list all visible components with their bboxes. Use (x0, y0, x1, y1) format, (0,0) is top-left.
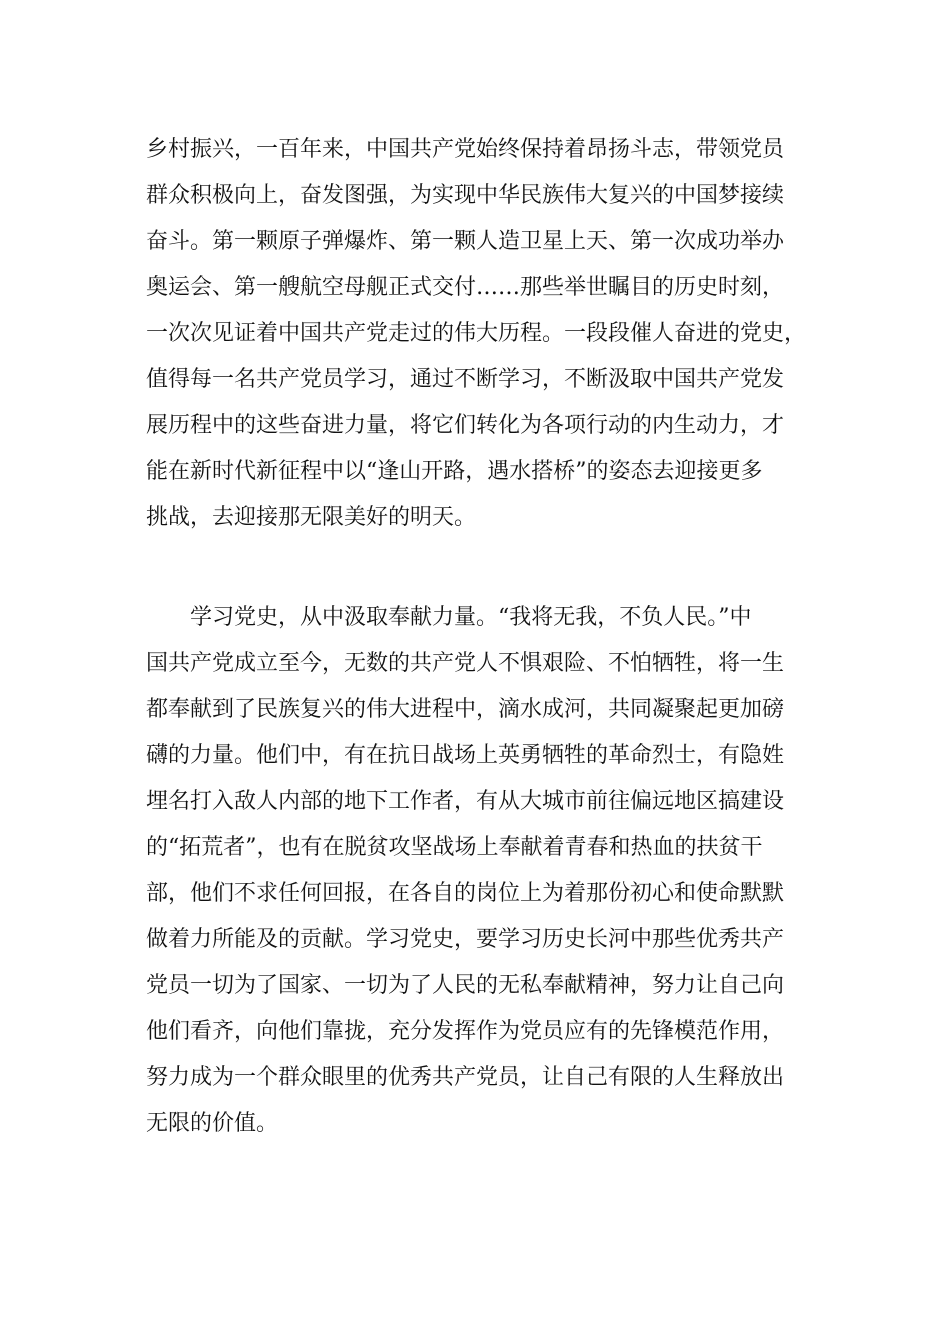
paragraph-2-line-1: 学习党史，从中汲取奉献力量。“我将无我，不负人民。”中 (190, 605, 752, 630)
paragraph-1-line-3: 奋斗。第一颗原子弹爆炸、第一颗人造卫星上天、第一次成功举办 (146, 229, 785, 254)
paragraph-2-line-7: 部，他们不求任何回报，在各自的岗位上为着那份初心和使命默默 (146, 881, 785, 906)
paragraph-2-line-12: 无限的价值。 (146, 1111, 279, 1136)
paragraph-2-line-10: 他们看齐，向他们靠拢，充分发挥作为党员应有的先锋模范作用， (146, 1019, 785, 1044)
paragraph-2-line-2: 国共产党成立至今，无数的共产党人不惧艰险、不怕牺牲，将一生 (146, 651, 785, 676)
paragraph-2-line-8: 做着力所能及的贡献。学习党史，要学习历史长河中那些优秀共产 (146, 927, 785, 952)
paragraph-1-line-9: 挑战，去迎接那无限美好的明天。 (146, 505, 477, 530)
paragraph-2-line-5: 埋名打入敌人内部的地下工作者，有从大城市前往偏远地区搞建设 (146, 789, 785, 814)
paragraph-1-line-5: 一次次见证着中国共产党走过的伟大历程。一段段催人奋进的党史， (146, 321, 807, 346)
paragraph-2-line-4: 礴的力量。他们中，有在抗日战场上英勇牺牲的革命烈士，有隐姓 (146, 743, 785, 768)
paragraph-1-line-1: 乡村振兴，一百年来，中国共产党始终保持着昂扬斗志，带领党员 (146, 137, 785, 162)
paragraph-2-line-6: 的“拓荒者”，也有在脱贫攻坚战场上奉献着青春和热血的扶贫干 (146, 835, 763, 860)
paragraph-1-line-6: 值得每一名共产党员学习，通过不断学习，不断汲取中国共产党发 (146, 367, 785, 392)
paragraph-2-line-9: 党员一切为了国家、一切为了人民的无私奉献精神，努力让自己向 (146, 973, 785, 998)
paragraph-1-line-7: 展历程中的这些奋进力量，将它们转化为各项行动的内生动力，才 (146, 413, 785, 438)
paragraph-2-line-3: 都奉献到了民族复兴的伟大进程中，滴水成河，共同凝聚起更加磅 (146, 697, 785, 722)
paragraph-1-line-2: 群众积极向上，奋发图强，为实现中华民族伟大复兴的中国梦接续 (146, 183, 785, 208)
paragraph-2-line-11: 努力成为一个群众眼里的优秀共产党员，让自己有限的人生释放出 (146, 1065, 785, 1090)
paragraph-1-line-4: 奥运会、第一艘航空母舰正式交付……那些举世瞩目的历史时刻， (146, 275, 785, 300)
paragraph-1-line-8: 能在新时代新征程中以“逢山开路，遇水搭桥”的姿态去迎接更多 (146, 459, 763, 484)
